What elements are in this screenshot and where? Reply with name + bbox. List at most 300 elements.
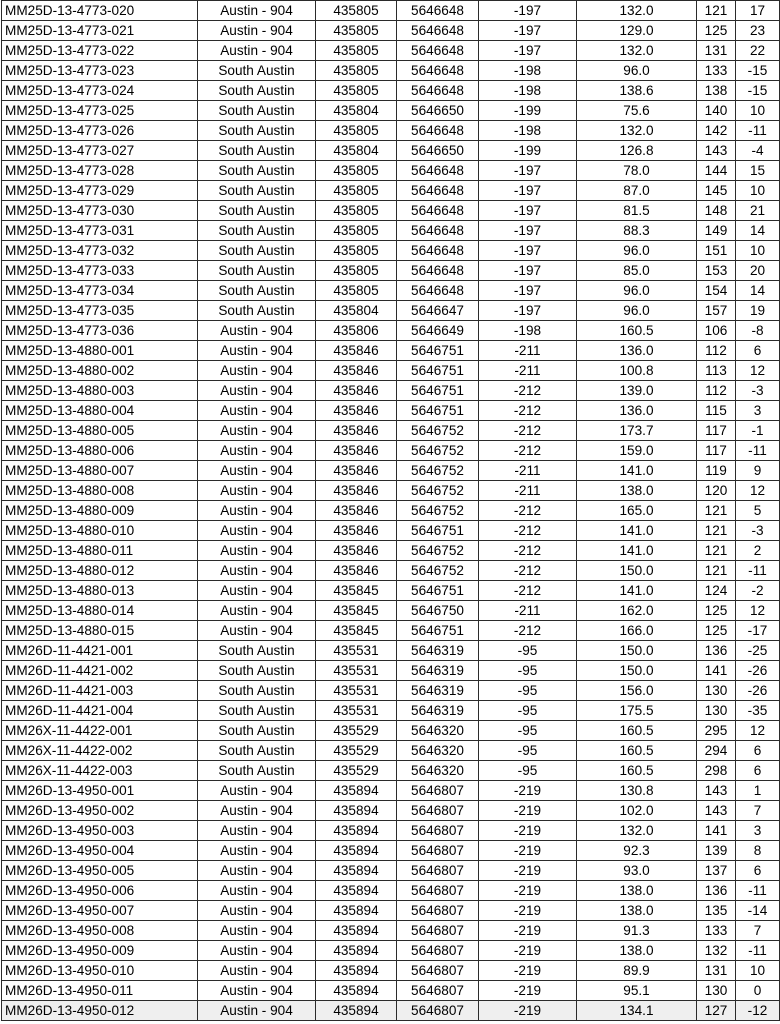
- depth-cell: 160.5: [577, 741, 697, 761]
- azimuth-cell: 130: [697, 681, 736, 701]
- easting-cell: 435894: [316, 921, 397, 941]
- hole-id-cell: MM25D-13-4773-022: [2, 41, 198, 61]
- hole-id-cell: MM25D-13-4880-002: [2, 361, 198, 381]
- depth-cell: 129.0: [577, 21, 697, 41]
- area-cell: Austin - 904: [198, 361, 316, 381]
- dip-cell: -3: [736, 381, 780, 401]
- elevation-cell: -197: [479, 281, 577, 301]
- table-row: [2, 901, 780, 921]
- hole-id-cell: MM25D-13-4880-003: [2, 381, 198, 401]
- table-row: [2, 621, 780, 641]
- hole-id-cell: MM25D-13-4773-026: [2, 121, 198, 141]
- table-row: [2, 441, 780, 461]
- elevation-cell: -197: [479, 21, 577, 41]
- table-row: [2, 221, 780, 241]
- easting-cell: 435846: [316, 521, 397, 541]
- dip-cell: 14: [736, 281, 780, 301]
- northing-cell: 5646648: [397, 221, 479, 241]
- easting-cell: 435846: [316, 561, 397, 581]
- area-cell: South Austin: [198, 301, 316, 321]
- northing-cell: 5646648: [397, 161, 479, 181]
- depth-cell: 138.0: [577, 941, 697, 961]
- table-row: [2, 61, 780, 81]
- easting-cell: 435805: [316, 261, 397, 281]
- azimuth-cell: 131: [697, 961, 736, 981]
- dip-cell: -11: [736, 881, 780, 901]
- elevation-cell: -198: [479, 121, 577, 141]
- area-cell: Austin - 904: [198, 321, 316, 341]
- northing-cell: 5646751: [397, 621, 479, 641]
- elevation-cell: -211: [479, 361, 577, 381]
- azimuth-cell: 133: [697, 921, 736, 941]
- easting-cell: 435846: [316, 341, 397, 361]
- area-cell: South Austin: [198, 61, 316, 81]
- northing-cell: 5646752: [397, 421, 479, 441]
- northing-cell: 5646752: [397, 481, 479, 501]
- dip-cell: 10: [736, 241, 780, 261]
- easting-cell: 435805: [316, 121, 397, 141]
- dip-cell: 10: [736, 101, 780, 121]
- area-cell: Austin - 904: [198, 481, 316, 501]
- hole-id-cell: MM25D-13-4773-029: [2, 181, 198, 201]
- easting-cell: 435894: [316, 901, 397, 921]
- azimuth-cell: 153: [697, 261, 736, 281]
- elevation-cell: -197: [479, 301, 577, 321]
- dip-cell: -26: [736, 681, 780, 701]
- elevation-cell: -219: [479, 901, 577, 921]
- dip-cell: -15: [736, 61, 780, 81]
- northing-cell: 5646751: [397, 381, 479, 401]
- dip-cell: 0: [736, 981, 780, 1001]
- easting-cell: 435805: [316, 281, 397, 301]
- hole-id-cell: MM25D-13-4880-012: [2, 561, 198, 581]
- depth-cell: 150.0: [577, 661, 697, 681]
- easting-cell: 435894: [316, 841, 397, 861]
- area-cell: South Austin: [198, 241, 316, 261]
- easting-cell: 435894: [316, 881, 397, 901]
- table-row: [2, 341, 780, 361]
- azimuth-cell: 148: [697, 201, 736, 221]
- table-row: [2, 21, 780, 41]
- depth-cell: 134.1: [577, 1001, 697, 1021]
- elevation-cell: -197: [479, 261, 577, 281]
- table-row: [2, 101, 780, 121]
- azimuth-cell: 138: [697, 81, 736, 101]
- easting-cell: 435846: [316, 361, 397, 381]
- elevation-cell: -212: [479, 441, 577, 461]
- area-cell: Austin - 904: [198, 901, 316, 921]
- depth-cell: 141.0: [577, 461, 697, 481]
- hole-id-cell: MM26D-13-4950-001: [2, 781, 198, 801]
- elevation-cell: -95: [479, 641, 577, 661]
- azimuth-cell: 119: [697, 461, 736, 481]
- azimuth-cell: 130: [697, 981, 736, 1001]
- hole-id-cell: MM25D-13-4773-023: [2, 61, 198, 81]
- northing-cell: 5646807: [397, 781, 479, 801]
- depth-cell: 138.0: [577, 881, 697, 901]
- hole-id-cell: MM26X-11-4422-001: [2, 721, 198, 741]
- azimuth-cell: 112: [697, 381, 736, 401]
- northing-cell: 5646751: [397, 581, 479, 601]
- northing-cell: 5646752: [397, 501, 479, 521]
- depth-cell: 102.0: [577, 801, 697, 821]
- table-row: [2, 401, 780, 421]
- table-row: [2, 461, 780, 481]
- area-cell: South Austin: [198, 81, 316, 101]
- area-cell: Austin - 904: [198, 561, 316, 581]
- table-row: [2, 941, 780, 961]
- area-cell: Austin - 904: [198, 1001, 316, 1021]
- elevation-cell: -212: [479, 421, 577, 441]
- elevation-cell: -197: [479, 161, 577, 181]
- dip-cell: -12: [736, 1001, 780, 1021]
- azimuth-cell: 139: [697, 841, 736, 861]
- table-row: [2, 201, 780, 221]
- hole-id-cell: MM26D-13-4950-005: [2, 861, 198, 881]
- depth-cell: 165.0: [577, 501, 697, 521]
- azimuth-cell: 298: [697, 761, 736, 781]
- table-row: [2, 481, 780, 501]
- area-cell: South Austin: [198, 101, 316, 121]
- northing-cell: 5646648: [397, 21, 479, 41]
- easting-cell: 435531: [316, 641, 397, 661]
- dip-cell: 22: [736, 41, 780, 61]
- easting-cell: 435894: [316, 941, 397, 961]
- area-cell: Austin - 904: [198, 41, 316, 61]
- northing-cell: 5646807: [397, 881, 479, 901]
- depth-cell: 141.0: [577, 581, 697, 601]
- azimuth-cell: 135: [697, 901, 736, 921]
- easting-cell: 435804: [316, 141, 397, 161]
- area-cell: Austin - 904: [198, 501, 316, 521]
- depth-cell: 85.0: [577, 261, 697, 281]
- area-cell: Austin - 904: [198, 401, 316, 421]
- table-row: [2, 781, 780, 801]
- area-cell: Austin - 904: [198, 961, 316, 981]
- northing-cell: 5646751: [397, 521, 479, 541]
- elevation-cell: -211: [479, 461, 577, 481]
- northing-cell: 5646320: [397, 761, 479, 781]
- depth-cell: 138.0: [577, 481, 697, 501]
- hole-id-cell: MM25D-13-4773-030: [2, 201, 198, 221]
- easting-cell: 435894: [316, 1001, 397, 1021]
- area-cell: South Austin: [198, 661, 316, 681]
- azimuth-cell: 132: [697, 941, 736, 961]
- area-cell: Austin - 904: [198, 881, 316, 901]
- easting-cell: 435529: [316, 741, 397, 761]
- depth-cell: 160.5: [577, 321, 697, 341]
- easting-cell: 435894: [316, 821, 397, 841]
- hole-id-cell: MM26D-11-4421-003: [2, 681, 198, 701]
- depth-cell: 132.0: [577, 41, 697, 61]
- depth-cell: 166.0: [577, 621, 697, 641]
- northing-cell: 5646752: [397, 561, 479, 581]
- dip-cell: -11: [736, 941, 780, 961]
- azimuth-cell: 140: [697, 101, 736, 121]
- northing-cell: 5646751: [397, 341, 479, 361]
- northing-cell: 5646807: [397, 861, 479, 881]
- table-row: [2, 981, 780, 1001]
- azimuth-cell: 137: [697, 861, 736, 881]
- azimuth-cell: 157: [697, 301, 736, 321]
- area-cell: Austin - 904: [198, 541, 316, 561]
- area-cell: South Austin: [198, 221, 316, 241]
- dip-cell: -2: [736, 581, 780, 601]
- dip-cell: 23: [736, 21, 780, 41]
- azimuth-cell: 117: [697, 421, 736, 441]
- table-row: [2, 501, 780, 521]
- elevation-cell: -95: [479, 661, 577, 681]
- northing-cell: 5646751: [397, 401, 479, 421]
- depth-cell: 87.0: [577, 181, 697, 201]
- dip-cell: -4: [736, 141, 780, 161]
- table-row: [2, 41, 780, 61]
- hole-id-cell: MM25D-13-4880-010: [2, 521, 198, 541]
- table-row: [2, 1001, 780, 1021]
- area-cell: South Austin: [198, 161, 316, 181]
- table-row: [2, 321, 780, 341]
- dip-cell: -11: [736, 441, 780, 461]
- hole-id-cell: MM25D-13-4773-021: [2, 21, 198, 41]
- dip-cell: -15: [736, 81, 780, 101]
- table-row: [2, 861, 780, 881]
- elevation-cell: -95: [479, 681, 577, 701]
- dip-cell: 10: [736, 961, 780, 981]
- azimuth-cell: 117: [697, 441, 736, 461]
- area-cell: South Austin: [198, 121, 316, 141]
- northing-cell: 5646752: [397, 541, 479, 561]
- northing-cell: 5646648: [397, 61, 479, 81]
- dip-cell: 1: [736, 781, 780, 801]
- table-row: [2, 701, 780, 721]
- area-cell: South Austin: [198, 681, 316, 701]
- azimuth-cell: 121: [697, 501, 736, 521]
- hole-id-cell: MM25D-13-4773-034: [2, 281, 198, 301]
- table-row: [2, 361, 780, 381]
- azimuth-cell: 121: [697, 541, 736, 561]
- depth-cell: 136.0: [577, 401, 697, 421]
- elevation-cell: -219: [479, 821, 577, 841]
- area-cell: Austin - 904: [198, 801, 316, 821]
- table-row: [2, 741, 780, 761]
- azimuth-cell: 141: [697, 821, 736, 841]
- northing-cell: 5646319: [397, 661, 479, 681]
- dip-cell: 6: [736, 741, 780, 761]
- hole-id-cell: MM26D-13-4950-008: [2, 921, 198, 941]
- dip-cell: 20: [736, 261, 780, 281]
- depth-cell: 141.0: [577, 541, 697, 561]
- azimuth-cell: 142: [697, 121, 736, 141]
- dip-cell: 14: [736, 221, 780, 241]
- hole-id-cell: MM26X-11-4422-003: [2, 761, 198, 781]
- northing-cell: 5646807: [397, 821, 479, 841]
- table-row: [2, 601, 780, 621]
- elevation-cell: -219: [479, 841, 577, 861]
- azimuth-cell: 124: [697, 581, 736, 601]
- depth-cell: 162.0: [577, 601, 697, 621]
- depth-cell: 96.0: [577, 281, 697, 301]
- hole-id-cell: MM25D-13-4880-011: [2, 541, 198, 561]
- hole-id-cell: MM26D-13-4950-006: [2, 881, 198, 901]
- hole-id-cell: MM25D-13-4880-009: [2, 501, 198, 521]
- azimuth-cell: 130: [697, 701, 736, 721]
- hole-id-cell: MM26D-11-4421-002: [2, 661, 198, 681]
- azimuth-cell: 136: [697, 641, 736, 661]
- depth-cell: 150.0: [577, 561, 697, 581]
- dip-cell: -17: [736, 621, 780, 641]
- hole-id-cell: MM25D-13-4880-005: [2, 421, 198, 441]
- northing-cell: 5646807: [397, 901, 479, 921]
- azimuth-cell: 125: [697, 621, 736, 641]
- easting-cell: 435805: [316, 161, 397, 181]
- table-row: [2, 121, 780, 141]
- northing-cell: 5646649: [397, 321, 479, 341]
- dip-cell: 8: [736, 841, 780, 861]
- easting-cell: 435894: [316, 801, 397, 821]
- northing-cell: 5646752: [397, 441, 479, 461]
- table-row: [2, 561, 780, 581]
- depth-cell: 160.5: [577, 721, 697, 741]
- hole-id-cell: MM26D-13-4950-012: [2, 1001, 198, 1021]
- depth-cell: 89.9: [577, 961, 697, 981]
- depth-cell: 126.8: [577, 141, 697, 161]
- easting-cell: 435894: [316, 961, 397, 981]
- area-cell: South Austin: [198, 261, 316, 281]
- elevation-cell: -197: [479, 241, 577, 261]
- elevation-cell: -219: [479, 801, 577, 821]
- table-row: [2, 881, 780, 901]
- easting-cell: 435846: [316, 481, 397, 501]
- table-row: [2, 301, 780, 321]
- azimuth-cell: 143: [697, 141, 736, 161]
- depth-cell: 173.7: [577, 421, 697, 441]
- easting-cell: 435805: [316, 21, 397, 41]
- area-cell: South Austin: [198, 181, 316, 201]
- northing-cell: 5646319: [397, 641, 479, 661]
- easting-cell: 435805: [316, 1, 397, 21]
- elevation-cell: -197: [479, 181, 577, 201]
- hole-id-cell: MM26D-11-4421-001: [2, 641, 198, 661]
- elevation-cell: -219: [479, 861, 577, 881]
- elevation-cell: -212: [479, 581, 577, 601]
- drill-hole-table: [1, 0, 780, 1021]
- elevation-cell: -198: [479, 321, 577, 341]
- depth-cell: 88.3: [577, 221, 697, 241]
- depth-cell: 175.5: [577, 701, 697, 721]
- area-cell: South Austin: [198, 641, 316, 661]
- hole-id-cell: MM25D-13-4880-013: [2, 581, 198, 601]
- elevation-cell: -199: [479, 141, 577, 161]
- table-row: [2, 241, 780, 261]
- depth-cell: 91.3: [577, 921, 697, 941]
- easting-cell: 435894: [316, 861, 397, 881]
- easting-cell: 435804: [316, 101, 397, 121]
- area-cell: South Austin: [198, 201, 316, 221]
- northing-cell: 5646648: [397, 261, 479, 281]
- elevation-cell: -212: [479, 541, 577, 561]
- elevation-cell: -219: [479, 941, 577, 961]
- hole-id-cell: MM25D-13-4773-025: [2, 101, 198, 121]
- area-cell: Austin - 904: [198, 341, 316, 361]
- easting-cell: 435531: [316, 681, 397, 701]
- depth-cell: 138.6: [577, 81, 697, 101]
- area-cell: Austin - 904: [198, 381, 316, 401]
- azimuth-cell: 112: [697, 341, 736, 361]
- northing-cell: 5646807: [397, 961, 479, 981]
- hole-id-cell: MM26X-11-4422-002: [2, 741, 198, 761]
- elevation-cell: -197: [479, 201, 577, 221]
- depth-cell: 136.0: [577, 341, 697, 361]
- depth-cell: 78.0: [577, 161, 697, 181]
- easting-cell: 435531: [316, 661, 397, 681]
- elevation-cell: -219: [479, 1001, 577, 1021]
- hole-id-cell: MM25D-13-4773-020: [2, 1, 198, 21]
- azimuth-cell: 125: [697, 601, 736, 621]
- northing-cell: 5646751: [397, 361, 479, 381]
- depth-cell: 150.0: [577, 641, 697, 661]
- table-row: [2, 521, 780, 541]
- azimuth-cell: 120: [697, 481, 736, 501]
- northing-cell: 5646752: [397, 461, 479, 481]
- dip-cell: -25: [736, 641, 780, 661]
- dip-cell: 6: [736, 761, 780, 781]
- easting-cell: 435846: [316, 381, 397, 401]
- northing-cell: 5646320: [397, 721, 479, 741]
- area-cell: Austin - 904: [198, 981, 316, 1001]
- dip-cell: 12: [736, 481, 780, 501]
- area-cell: South Austin: [198, 761, 316, 781]
- easting-cell: 435894: [316, 781, 397, 801]
- dip-cell: 9: [736, 461, 780, 481]
- elevation-cell: -212: [479, 521, 577, 541]
- area-cell: Austin - 904: [198, 841, 316, 861]
- azimuth-cell: 141: [697, 661, 736, 681]
- hole-id-cell: MM26D-13-4950-007: [2, 901, 198, 921]
- azimuth-cell: 113: [697, 361, 736, 381]
- easting-cell: 435846: [316, 501, 397, 521]
- azimuth-cell: 151: [697, 241, 736, 261]
- table-row: [2, 81, 780, 101]
- hole-id-cell: MM25D-13-4773-035: [2, 301, 198, 321]
- azimuth-cell: 143: [697, 801, 736, 821]
- northing-cell: 5646648: [397, 41, 479, 61]
- easting-cell: 435805: [316, 221, 397, 241]
- depth-cell: 132.0: [577, 1, 697, 21]
- northing-cell: 5646807: [397, 921, 479, 941]
- elevation-cell: -197: [479, 41, 577, 61]
- dip-cell: 2: [736, 541, 780, 561]
- table-row: [2, 161, 780, 181]
- easting-cell: 435846: [316, 421, 397, 441]
- easting-cell: 435846: [316, 401, 397, 421]
- azimuth-cell: 121: [697, 521, 736, 541]
- dip-cell: 19: [736, 301, 780, 321]
- northing-cell: 5646648: [397, 181, 479, 201]
- easting-cell: 435805: [316, 81, 397, 101]
- table-row: [2, 761, 780, 781]
- azimuth-cell: 106: [697, 321, 736, 341]
- depth-cell: 130.8: [577, 781, 697, 801]
- depth-cell: 160.5: [577, 761, 697, 781]
- azimuth-cell: 121: [697, 1, 736, 21]
- azimuth-cell: 115: [697, 401, 736, 421]
- hole-id-cell: MM25D-13-4773-031: [2, 221, 198, 241]
- table-row: [2, 421, 780, 441]
- hole-id-cell: MM26D-13-4950-003: [2, 821, 198, 841]
- depth-cell: 96.0: [577, 61, 697, 81]
- depth-cell: 159.0: [577, 441, 697, 461]
- table-row: [2, 641, 780, 661]
